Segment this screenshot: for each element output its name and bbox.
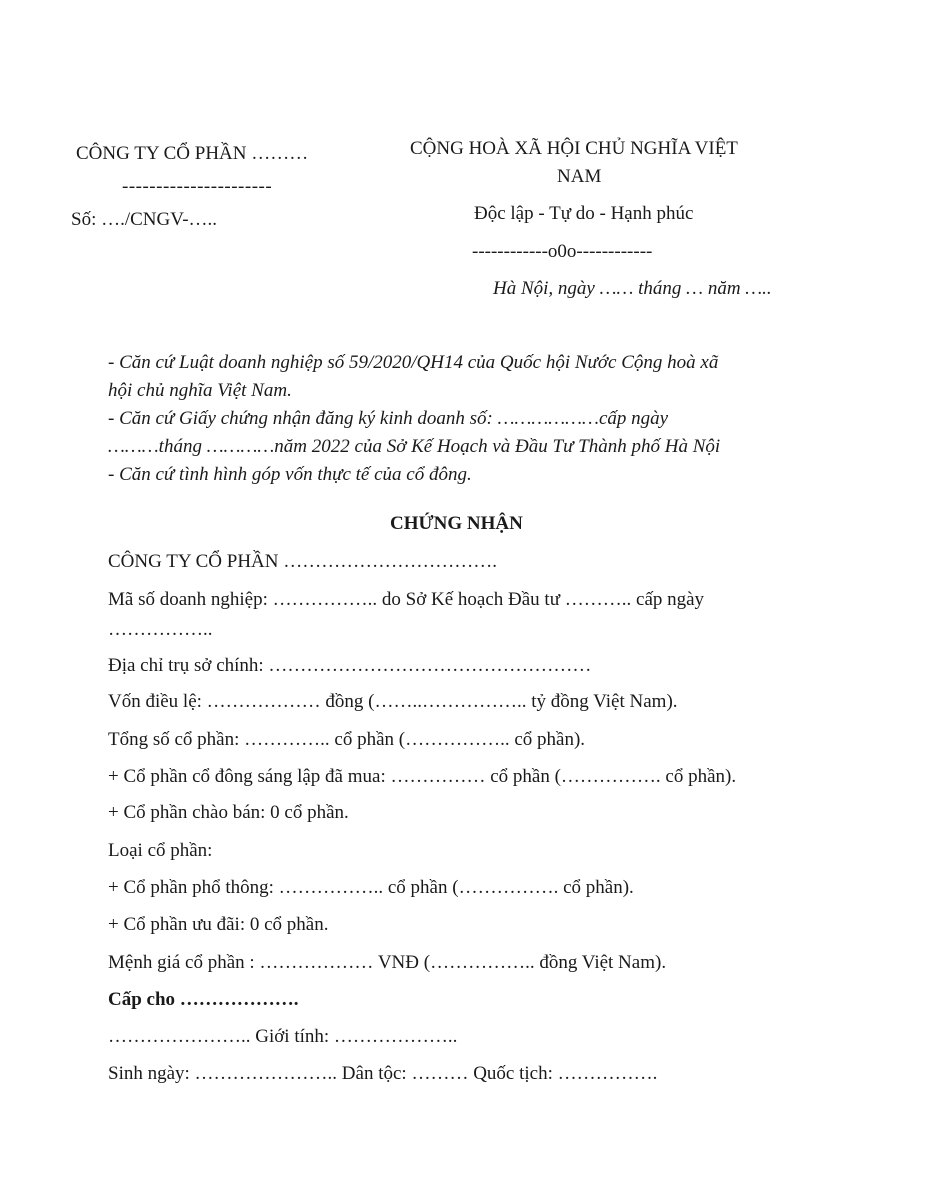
body-preferred-shares: + Cổ phần ưu đãi: 0 cổ phần. (108, 914, 329, 935)
company-divider: ---------------------- (122, 176, 273, 197)
body-address: Địa chỉ trụ sở chính: …………………………………………… (108, 655, 592, 676)
body-company: CÔNG TY CỔ PHẦN ……………………………. (108, 551, 497, 572)
body-charter-capital: Vốn điều lệ: ……………… đồng (……..…………….. tỷ đồng Việt Nam). (108, 691, 678, 712)
body-tax-code-line2: …………….. (108, 619, 213, 640)
document-number: Số: …./CNGV-….. (71, 209, 218, 230)
body-total-shares: Tổng số cổ phần: ………….. cổ phần (…………….. cổ phần). (108, 729, 586, 750)
national-title-line2: NAM (557, 166, 602, 187)
body-issued-to: Cấp cho ………………. (108, 989, 299, 1010)
header-ornament: ------------o0o------------ (472, 241, 653, 262)
body-founder-shares: + Cổ phần cổ đông sáng lập đã mua: …………… cổ phần (……………. cổ phần). (108, 766, 737, 787)
body-share-type: Loại cổ phần: (108, 840, 213, 861)
national-motto: Độc lập - Tự do - Hạnh phúc (474, 203, 694, 224)
place-date: Hà Nội, ngày …… tháng … năm ….. (493, 278, 772, 299)
national-title-line1: CỘNG HOÀ XÃ HỘI CHỦ NGHĨA VIỆT (410, 138, 738, 159)
body-offered-shares: + Cổ phần chào bán: 0 cổ phần. (108, 802, 349, 823)
certificate-title: CHỨNG NHẬN (390, 513, 523, 534)
body-common-shares: + Cổ phần phổ thông: …………….. cổ phần (……………. cổ phần). (108, 877, 634, 898)
basis-line-5: - Căn cứ tình hình góp vốn thực tế của cổ đông. (108, 464, 472, 485)
basis-line-2: hội chủ nghĩa Việt Nam. (108, 380, 292, 401)
basis-line-4: ………tháng …………năm 2022 của Sở Kế Hoạch và Đầu Tư Thành phố Hà Nội (108, 436, 721, 457)
basis-line-1: - Căn cứ Luật doanh nghiệp số 59/2020/QH14 của Quốc hội Nước Cộng hoà xã (108, 352, 719, 373)
body-name-gender: ………………….. Giới tính: ……………….. (108, 1026, 458, 1047)
body-birth-ethnicity-nationality: Sinh ngày: ………………….. Dân tộc: ……… Quốc tịch: ……………. (108, 1063, 658, 1084)
body-tax-code-line1: Mã số doanh nghiệp: …………….. do Sở Kế hoạch Đầu tư ……….. cấp ngày (108, 589, 705, 610)
basis-line-3: - Căn cứ Giấy chứng nhận đăng ký kinh doanh số: ………………cấp ngày (108, 408, 669, 429)
company-name-header: CÔNG TY CỔ PHẦN ……… (76, 143, 309, 164)
body-par-value: Mệnh giá cổ phần : ……………… VNĐ (…………….. đồng Việt Nam). (108, 952, 667, 973)
